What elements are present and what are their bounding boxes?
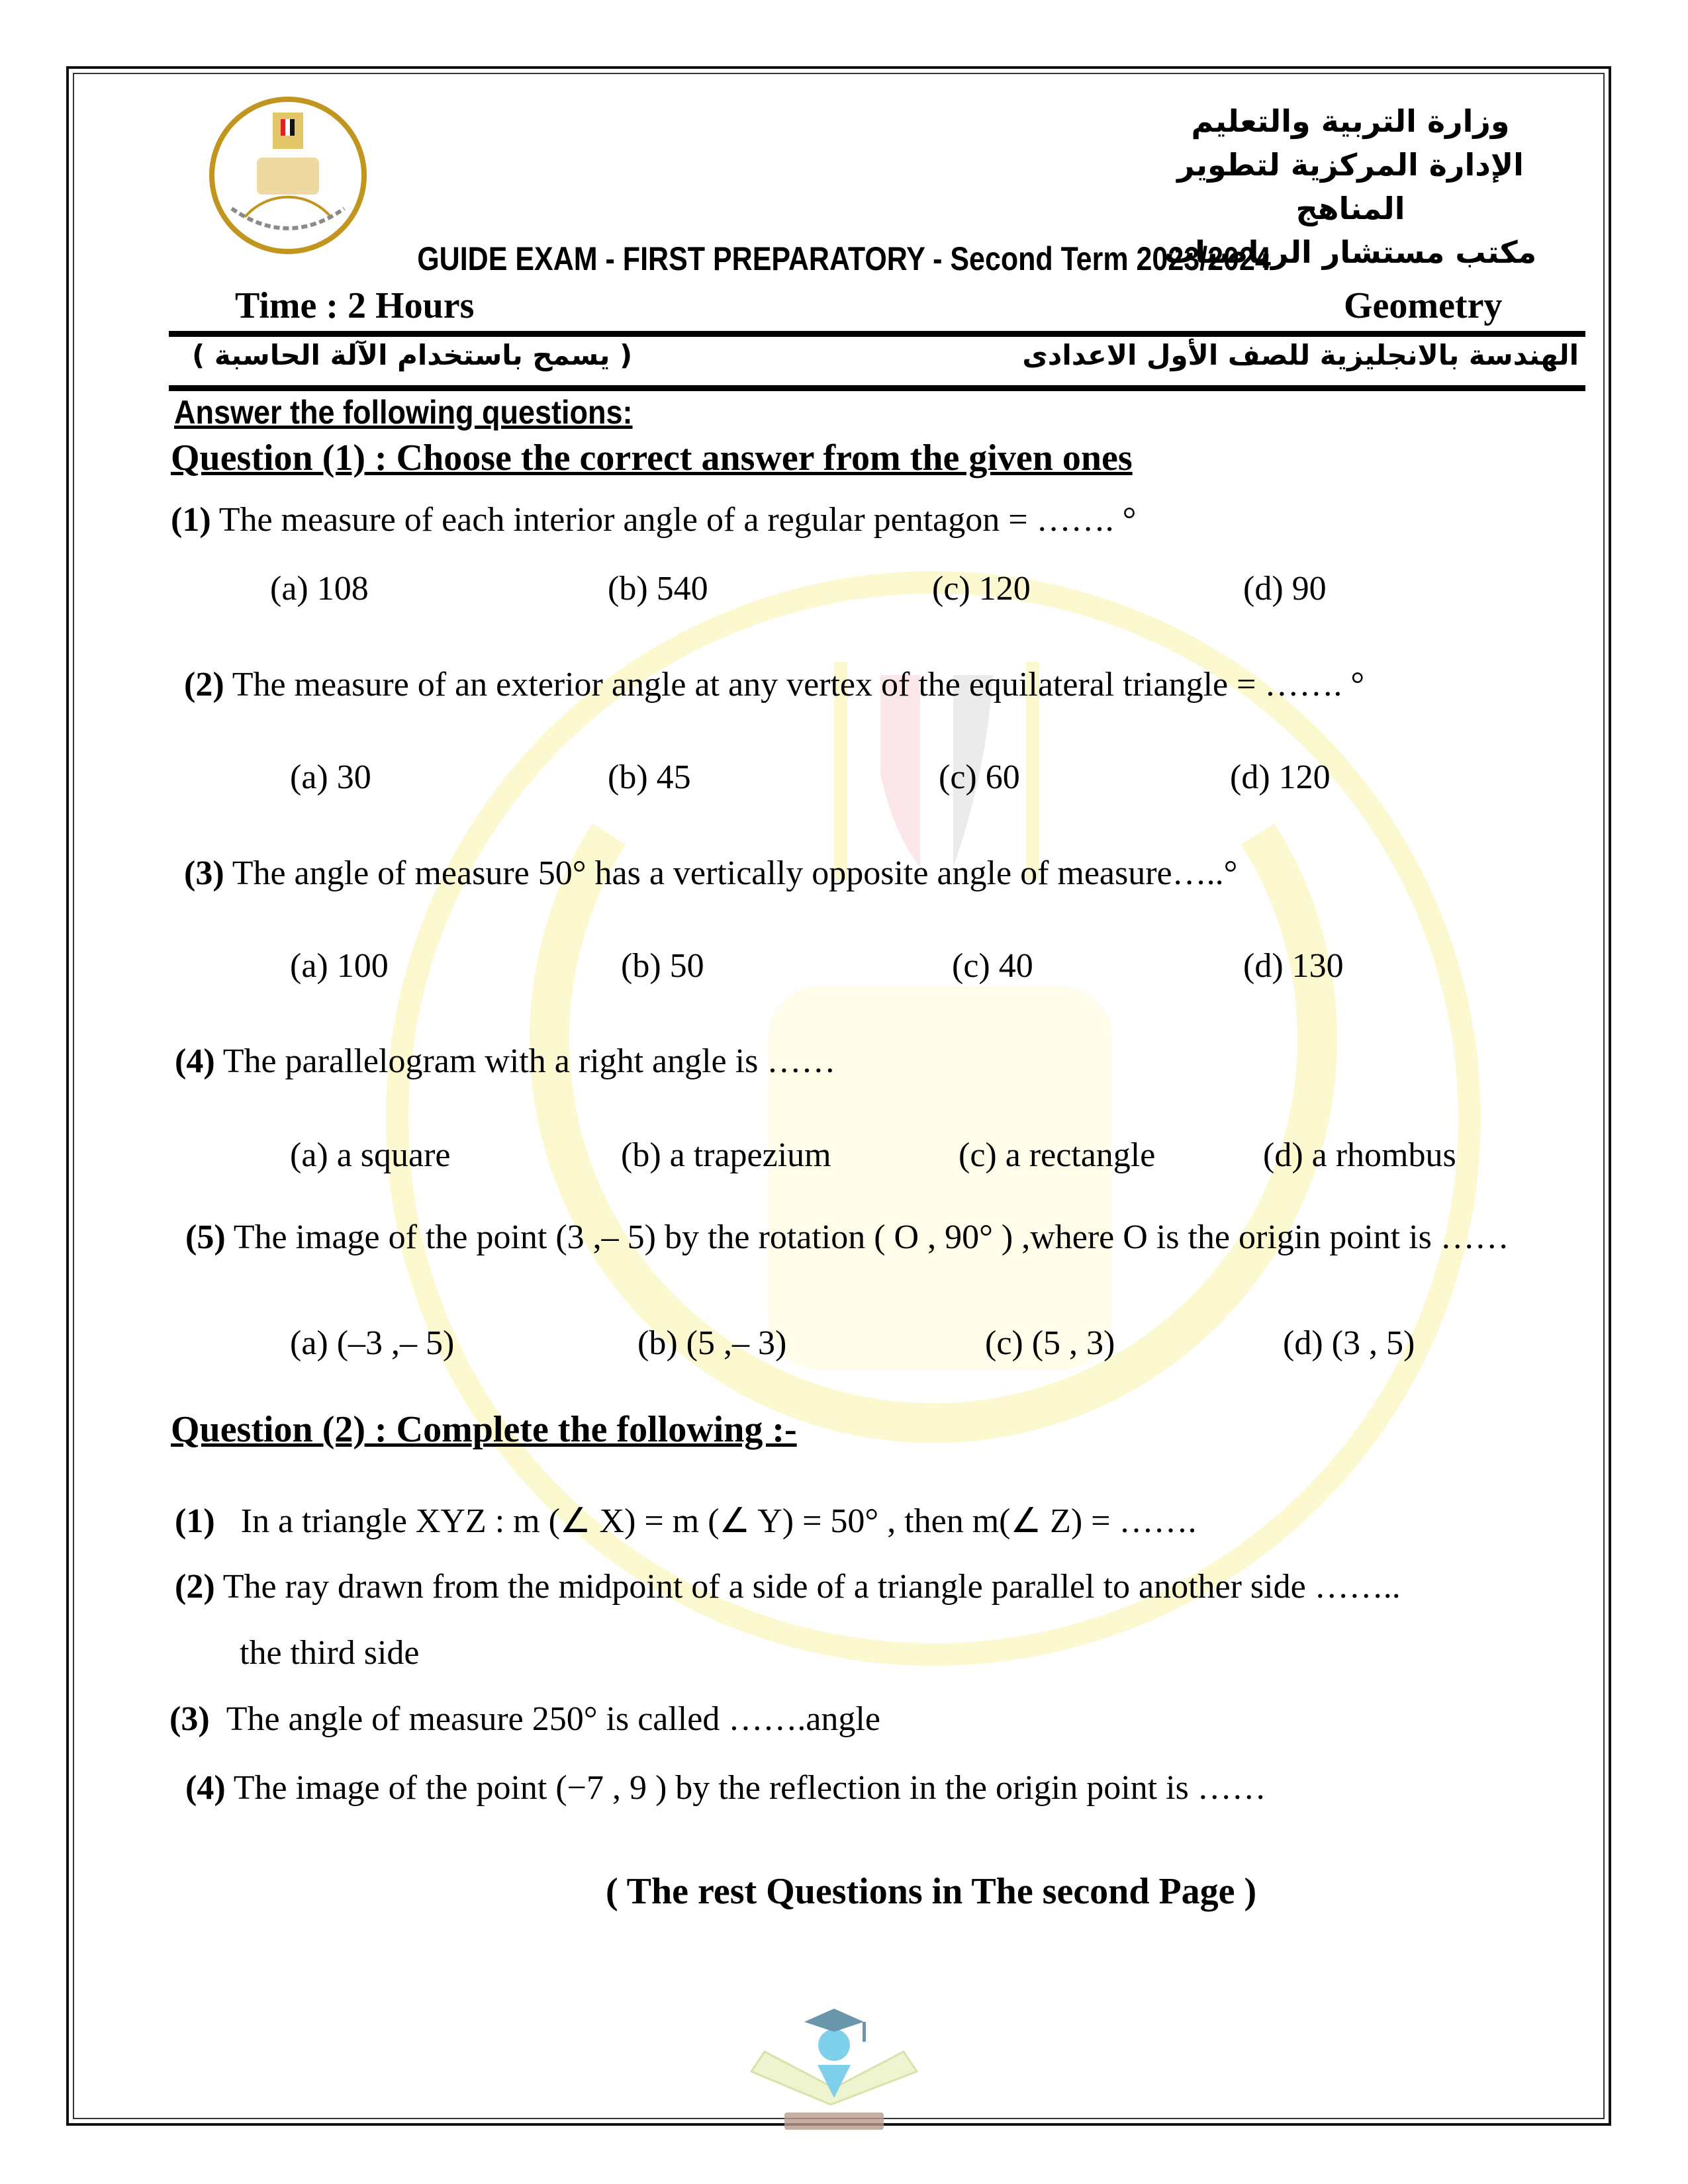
eagle-emblem [273,113,303,149]
q1-4-option-a: (a) a square [290,1136,451,1174]
seal-calligraphy [257,158,319,195]
q1-1-option-a: (a) 108 [270,570,369,608]
q2-item-4-number: (4) [185,1769,226,1807]
q2-item-2-text: The ray drawn from the midpoint of a side of a triangle parallel to another side …….. [222,1568,1401,1606]
q1-item-3 [184,854,1237,893]
q1-3-option-a: (a) 100 [290,947,389,985]
arabic-subject: الهندسة بالانجليزية للصف الأول الاعدادى [1022,339,1579,371]
q1-3-option-d: (d) 130 [1243,947,1344,985]
q1-1-option-d: (d) 90 [1243,570,1327,608]
q1-4-option-d: (d) a rhombus [1263,1136,1456,1174]
q1-5-option-d: (d) (3 , 5) [1283,1324,1415,1362]
q2-item-2-number: (2) [175,1568,215,1606]
q1-2-option-a: (a) 30 [290,758,371,796]
q1-item-4 [175,1042,835,1081]
q2-item-1 [175,1501,1197,1541]
q1-item-3-text: The angle of measure 50° has a vertically opposite angle of measure…..° [232,854,1238,892]
calculator-note: ( يسمح باستخدام الآلة الحاسبة ) [192,339,633,371]
q1-3-option-c: (c) 40 [952,947,1033,985]
q1-2-option-c: (c) 60 [939,758,1020,796]
question-1-title: Question (1) : Choose the correct answer from the given ones [171,437,1133,478]
q2-item-1-text: In a triangle XYZ : m (∠ X) = m (∠ Y) = 50° , then m(∠ Z) = ……. [240,1502,1197,1540]
q1-5-option-c: (c) (5 , 3) [985,1324,1115,1362]
q1-item-4-text: The parallelogram with a right angle is …… [222,1042,836,1080]
q1-item-5-number: (5) [185,1218,226,1256]
q1-item-5-text: The image of the point (3 ,– 5) by the rotation ( O , 90° ) ,where O is the origin point is …… [233,1218,1509,1256]
q1-1-option-b: (b) 540 [608,570,708,608]
q1-item-5 [185,1218,1562,1257]
header-divider-bottom [169,385,1585,391]
q1-4-option-c: (c) a rectangle [959,1136,1156,1174]
q2-item-3-number: (3) [169,1700,210,1738]
q1-5-option-b: (b) (5 ,– 3) [637,1324,787,1362]
q2-item-2-continuation: the third side [240,1634,420,1672]
arabic-header-line-1: وزارة التربية والتعليم [1191,103,1510,139]
instructions: Answer the following questions: [174,394,633,431]
graduation-cap-icon [804,2009,864,2032]
exam-time: Time : 2 Hours [235,285,475,326]
q1-item-2 [184,665,1364,704]
q1-item-3-number: (3) [184,854,224,892]
header-divider-top [169,331,1585,337]
q1-3-option-b: (b) 50 [621,947,704,985]
nezakr-logo [738,1999,930,2138]
q1-2-option-b: (b) 45 [608,758,691,796]
q1-item-1-number: (1) [171,501,211,539]
arabic-header-line-3: مكتب مستشار الرياضيات [1164,234,1537,270]
q1-item-1 [171,500,1136,539]
exam-title: GUIDE EXAM - FIRST PREPARATORY - Second Term 2023/2024 [417,240,1271,277]
q1-4-option-b: (b) a trapezium [621,1136,831,1174]
q1-5-option-a: (a) (–3 ,– 5) [290,1324,455,1362]
arabic-header-line-2: الإدارة المركزية لتطوير المناهج [1177,147,1524,226]
q2-item-4-text: The image of the point (−7 , 9 ) by the reflection in the origin point is …… [233,1769,1266,1807]
ministry-seal-logo [205,93,371,258]
question-2-title: Question (2) : Complete the following :- [171,1409,797,1450]
q1-item-2-number: (2) [184,666,224,704]
logo-wordmark [784,2113,884,2130]
q1-1-option-c: (c) 120 [932,570,1031,608]
q1-item-1-text: The measure of each interior angle of a regular pentagon = ……. ° [218,501,1137,539]
q2-item-2 [175,1567,1401,1606]
q2-item-1-number: (1) [175,1502,215,1540]
q1-item-4-number: (4) [175,1042,215,1080]
student-head-icon [818,2029,850,2061]
continued-note: ( The rest Questions in The second Page ) [606,1871,1257,1912]
q1-2-option-d: (d) 120 [1230,758,1331,796]
q2-item-4 [185,1768,1266,1807]
q2-item-3-text: The angle of measure 250° is called …….angle [226,1700,880,1738]
exam-subject: Geometry [1344,285,1503,326]
q1-item-2-text: The measure of an exterior angle at any vertex of the equilateral triangle = ……. ° [232,666,1365,704]
q2-item-3 [169,1700,880,1739]
